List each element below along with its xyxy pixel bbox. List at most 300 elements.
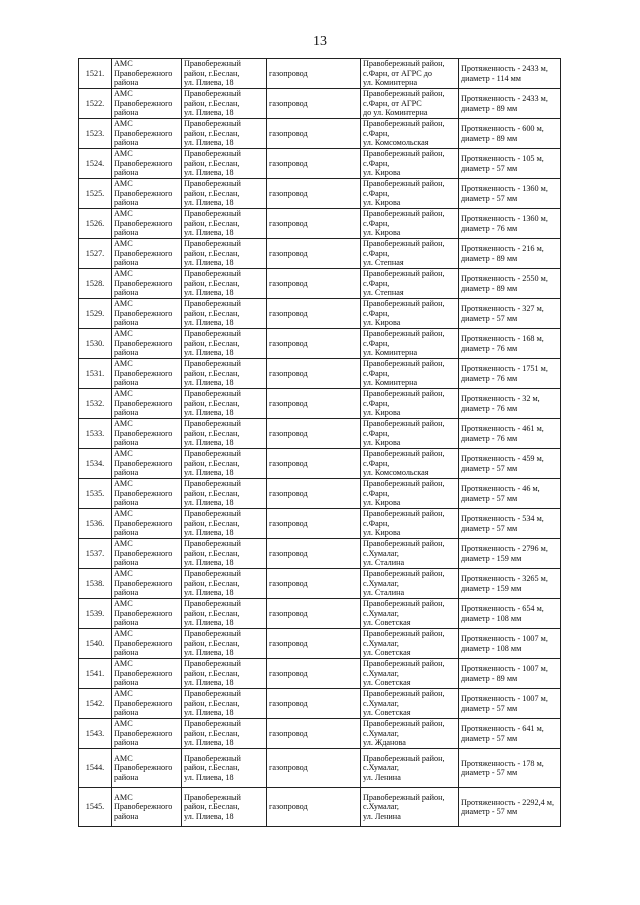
cell-address-line: район, г.Беслан, (184, 158, 240, 168)
cell-owner-line: АМС (114, 329, 133, 339)
cell-address-line: Правобережный (184, 659, 241, 669)
cell-owner-line: Правобережного (114, 578, 173, 588)
cell-owner-line: АМС (114, 689, 133, 699)
cell-owner-line: Правобережного (114, 698, 173, 708)
cell-route-line: Правобережный район, (363, 509, 445, 519)
cell-owner (112, 119, 182, 149)
cell-address-line: район, г.Беслан, (184, 248, 240, 258)
cell-route-line: ул. Советская (363, 678, 411, 688)
cell-route-line: с.Хумалаг, (363, 728, 399, 738)
cell-address-line: ул. Плиева, 18 (184, 558, 234, 568)
cell-route-line: Правобережный район, (363, 239, 445, 249)
cell-owner-line: района (114, 468, 139, 478)
cell-route-line: с.Фарн, (363, 338, 390, 348)
cell-number: 1533. (79, 419, 112, 449)
cell-address (182, 209, 267, 239)
cell-route-line: Правобережный район, (363, 569, 445, 579)
cell-spec (459, 239, 561, 269)
cell-route-line: с.Хумалаг, (363, 608, 399, 618)
cell-owner-line: АМС (114, 419, 133, 429)
cell-route-line: ул. Ленина (363, 772, 401, 782)
cell-number: 1544. (79, 749, 112, 788)
cell-owner-line: Правобережного (114, 368, 173, 378)
cell-route-line: Правобережный район, (363, 719, 445, 729)
cell-number: 1542. (79, 689, 112, 719)
cell-route-line: ул. Кирова (363, 438, 401, 448)
cell-address (182, 389, 267, 419)
cell-route-line: с.Фарн, (363, 308, 390, 318)
cell-spec-line: Протяженность - 2796 м, (461, 544, 548, 554)
cell-address (182, 599, 267, 629)
cell-owner-line: района (114, 198, 139, 208)
cell-route-line: Правобережный район, (363, 119, 445, 129)
cell-route (361, 539, 459, 569)
cell-spec-line: Протяженность - 105 м, (461, 154, 544, 164)
cell-address (182, 509, 267, 539)
cell-owner-line: Правобережного (114, 488, 173, 498)
table-row (79, 59, 561, 89)
cell-owner (112, 599, 182, 629)
cell-owner-line: Правобережного (114, 218, 173, 228)
cell-spec-line: диаметр - 76 мм (461, 403, 518, 413)
cell-spec (459, 749, 561, 788)
cell-owner-line: АМС (114, 359, 133, 369)
cell-address (182, 59, 267, 89)
cell-spec-line: Протяженность - 600 м, (461, 124, 544, 134)
cell-address-line: Правобережный (184, 509, 241, 519)
cell-spec-line: Протяженность - 2433 м, (461, 94, 548, 104)
cell-type: газопровод (267, 479, 361, 509)
cell-route-line: ул. Сталина (363, 558, 405, 568)
cell-address-line: ул. Плиева, 18 (184, 408, 234, 418)
cell-route (361, 788, 459, 827)
cell-spec (459, 788, 561, 827)
cell-spec (459, 509, 561, 539)
cell-route-line: ул. Кирова (363, 318, 401, 328)
cell-type: газопровод (267, 659, 361, 689)
cell-address-line: район, г.Беслан, (184, 398, 240, 408)
cell-address-line: ул. Плиева, 18 (184, 288, 234, 298)
cell-spec-line: диаметр - 57 мм (461, 193, 518, 203)
cell-route (361, 599, 459, 629)
cell-owner-line: АМС (114, 149, 133, 159)
cell-route-line: Правобережный район, (363, 419, 445, 429)
cell-route (361, 449, 459, 479)
cell-address-line: район, г.Беслан, (184, 698, 240, 708)
table-row (79, 788, 561, 827)
cell-spec (459, 719, 561, 749)
cell-address (182, 149, 267, 179)
cell-spec-line: диаметр - 57 мм (461, 768, 518, 777)
cell-spec-line: диаметр - 114 мм (461, 73, 521, 83)
cell-route-line: с.Фарн, (363, 488, 390, 498)
cell-owner-line: района (114, 318, 139, 328)
table-row (79, 659, 561, 689)
cell-address (182, 119, 267, 149)
cell-owner (112, 539, 182, 569)
cell-address-line: ул. Плиева, 18 (184, 772, 234, 782)
cell-spec-line: диаметр - 57 мм (461, 807, 518, 816)
cell-type: газопровод (267, 359, 361, 389)
cell-spec-line: диаметр - 159 мм (461, 553, 522, 563)
cell-address-line: ул. Плиева, 18 (184, 138, 234, 148)
cell-spec-line: диаметр - 76 мм (461, 433, 518, 443)
table-row (79, 149, 561, 179)
cell-owner (112, 389, 182, 419)
cell-owner (112, 239, 182, 269)
cell-route (361, 479, 459, 509)
cell-owner (112, 788, 182, 827)
cell-address-line: Правобережный (184, 569, 241, 579)
cell-route (361, 659, 459, 689)
cell-owner-line: АМС (114, 569, 133, 579)
cell-owner (112, 359, 182, 389)
cell-route-line: Правобережный район, (363, 479, 445, 489)
cell-route-line: с.Фарн, (363, 458, 390, 468)
cell-owner-line: района (114, 588, 139, 598)
cell-type: газопровод (267, 59, 361, 89)
cell-address-line: Правобережный (184, 299, 241, 309)
cell-route-line: ул. Коминтерна (363, 78, 418, 88)
cell-number: 1537. (79, 539, 112, 569)
table-row (79, 239, 561, 269)
page-number: 13 (313, 34, 327, 49)
cell-address-line: район, г.Беслан, (184, 608, 240, 618)
table-row (79, 269, 561, 299)
cell-route (361, 689, 459, 719)
cell-address-line: район, г.Беслан, (184, 763, 240, 773)
cell-address-line: ул. Плиева, 18 (184, 468, 234, 478)
table-row (79, 299, 561, 329)
cell-address-line: ул. Плиева, 18 (184, 108, 234, 118)
cell-address-line: район, г.Беслан, (184, 68, 240, 78)
cell-number: 1522. (79, 89, 112, 119)
cell-owner (112, 209, 182, 239)
cell-address-line: ул. Плиева, 18 (184, 678, 234, 688)
cell-owner-line: АМС (114, 629, 133, 639)
cell-route-line: Правобережный район, (363, 329, 445, 339)
cell-number: 1538. (79, 569, 112, 599)
cell-address (182, 788, 267, 827)
cell-route-line: с.Фарн, (363, 128, 390, 138)
cell-type: газопровод (267, 719, 361, 749)
cell-address-line: район, г.Беслан, (184, 488, 240, 498)
cell-route-line: Правобережный район, (363, 299, 445, 309)
cell-route-line: Правобережный район, (363, 149, 445, 159)
cell-route-line: Правобережный район, (363, 209, 445, 219)
cell-route-line: ул. Кирова (363, 498, 401, 508)
cell-route-line: ул. Кирова (363, 528, 401, 538)
cell-address-line: ул. Плиева, 18 (184, 258, 234, 268)
cell-spec-line: диаметр - 108 мм (461, 613, 522, 623)
cell-address (182, 689, 267, 719)
cell-number: 1523. (79, 119, 112, 149)
cell-address (182, 179, 267, 209)
cell-owner-line: АМС (114, 792, 133, 802)
cell-route-line: с.Хумалаг, (363, 802, 399, 812)
cell-address (182, 479, 267, 509)
table-row (79, 689, 561, 719)
cell-owner-line: Правобережного (114, 158, 173, 168)
cell-address-line: район, г.Беслан, (184, 728, 240, 738)
table-row (79, 599, 561, 629)
cell-route-line: Правобережный район, (363, 359, 445, 369)
table-row (79, 539, 561, 569)
cell-address-line: ул. Плиева, 18 (184, 168, 234, 178)
cell-route (361, 569, 459, 599)
cell-owner-line: района (114, 378, 139, 388)
cell-number: 1536. (79, 509, 112, 539)
cell-owner (112, 509, 182, 539)
cell-spec (459, 539, 561, 569)
cell-owner (112, 479, 182, 509)
cell-number: 1541. (79, 659, 112, 689)
cell-type: газопровод (267, 788, 361, 827)
cell-route-line: ул. Коминтерна (363, 378, 418, 388)
cell-owner-line: АМС (114, 59, 133, 69)
cell-address-line: район, г.Беслан, (184, 548, 240, 558)
cell-owner-line: района (114, 772, 139, 782)
cell-type: газопровод (267, 749, 361, 788)
cell-address-line: Правобережный (184, 389, 241, 399)
cell-spec-line: диаметр - 57 мм (461, 163, 518, 173)
cell-address-line: район, г.Беслан, (184, 188, 240, 198)
cell-spec (459, 449, 561, 479)
cell-route-line: с.Фарн, (363, 248, 390, 258)
cell-spec-line: Протяженность - 2433 м, (461, 64, 548, 74)
cell-address-line: Правобережный (184, 539, 241, 549)
cell-spec-line: Протяженность - 327 м, (461, 304, 544, 314)
cell-spec-line: Протяженность - 654 м, (461, 604, 544, 614)
cell-route-line: ул. Сталина (363, 588, 405, 598)
cell-spec-line: диаметр - 76 мм (461, 343, 518, 353)
cell-address (182, 449, 267, 479)
cell-owner (112, 269, 182, 299)
cell-address-line: район, г.Беслан, (184, 518, 240, 528)
cell-number: 1521. (79, 59, 112, 89)
cell-owner-line: АМС (114, 509, 133, 519)
cell-spec (459, 269, 561, 299)
cell-spec-line: Протяженность - 2292,4 м, (461, 797, 555, 807)
cell-owner-line: района (114, 138, 139, 148)
cell-number: 1543. (79, 719, 112, 749)
cell-owner-line: АМС (114, 389, 133, 399)
cell-spec-line: Протяженность - 461 м, (461, 424, 544, 434)
cell-address-line: район, г.Беслан, (184, 278, 240, 288)
cell-owner-line: района (114, 811, 139, 821)
cell-address-line: Правобережный (184, 629, 241, 639)
cell-route-line: с.Хумалаг, (363, 548, 399, 558)
cell-address (182, 419, 267, 449)
cell-route-line: ул. Советская (363, 648, 411, 658)
cell-owner-line: АМС (114, 209, 133, 219)
cell-spec-line: диаметр - 89 мм (461, 673, 518, 683)
cell-address-line: Правобережный (184, 179, 241, 189)
cell-route-line: с.Фарн, от АГРС (363, 98, 422, 108)
cell-route-line: с.Фарн, (363, 428, 390, 438)
cell-address-line: район, г.Беслан, (184, 578, 240, 588)
cell-route-line: с.Фарн, (363, 218, 390, 228)
cell-address-line: ул. Плиева, 18 (184, 528, 234, 538)
cell-owner-line: Правобережного (114, 338, 173, 348)
cell-spec-line: Протяженность - 641 м, (461, 724, 544, 734)
cell-owner (112, 419, 182, 449)
cell-type: газопровод (267, 209, 361, 239)
cell-route-line: Правобережный район, (363, 753, 445, 763)
cell-spec (459, 209, 561, 239)
cell-spec-line: Протяженность - 1007 м, (461, 694, 548, 704)
cell-owner-line: Правобережного (114, 128, 173, 138)
cell-route (361, 269, 459, 299)
cell-address-line: Правобережный (184, 209, 241, 219)
cell-spec-line: Протяженность - 216 м, (461, 244, 544, 254)
cell-address-line: Правобережный (184, 59, 241, 69)
cell-address-line: район, г.Беслан, (184, 458, 240, 468)
cell-type: газопровод (267, 299, 361, 329)
cell-owner-line: района (114, 738, 139, 748)
cell-spec (459, 329, 561, 359)
cell-owner-line: района (114, 528, 139, 538)
cell-address-line: район, г.Беслан, (184, 308, 240, 318)
cell-owner-line: Правобережного (114, 518, 173, 528)
cell-address-line: Правобережный (184, 89, 241, 99)
table-row (79, 749, 561, 788)
cell-spec-line: диаметр - 57 мм (461, 703, 518, 713)
cell-route (361, 509, 459, 539)
cell-spec-line: диаметр - 89 мм (461, 283, 518, 293)
table-row (79, 89, 561, 119)
cell-owner (112, 329, 182, 359)
cell-address-line: Правобережный (184, 719, 241, 729)
cell-address-line: ул. Плиева, 18 (184, 498, 234, 508)
cell-owner-line: Правобережного (114, 308, 173, 318)
cell-type: газопровод (267, 269, 361, 299)
cell-type: газопровод (267, 449, 361, 479)
cell-spec-line: Протяженность - 1007 м, (461, 634, 548, 644)
cell-address (182, 659, 267, 689)
cell-address-line: Правобережный (184, 359, 241, 369)
cell-address (182, 749, 267, 788)
table-row (79, 389, 561, 419)
cell-owner-line: АМС (114, 539, 133, 549)
cell-address-line: Правобережный (184, 269, 241, 279)
cell-spec (459, 629, 561, 659)
cell-number: 1539. (79, 599, 112, 629)
cell-owner-line: района (114, 258, 139, 268)
cell-route-line: с.Фарн, (363, 518, 390, 528)
cell-spec (459, 299, 561, 329)
cell-owner-line: АМС (114, 719, 133, 729)
cell-route (361, 59, 459, 89)
cell-route (361, 209, 459, 239)
cell-address (182, 329, 267, 359)
cell-spec (459, 389, 561, 419)
cell-spec-line: Протяженность - 32 м, (461, 394, 540, 404)
cell-owner-line: Правобережного (114, 188, 173, 198)
cell-spec-line: Протяженность - 46 м, (461, 484, 540, 494)
cell-owner-line: АМС (114, 449, 133, 459)
cell-route-line: ул. Ленина (363, 811, 401, 821)
cell-owner-line: Правобережного (114, 398, 173, 408)
cell-owner-line: района (114, 498, 139, 508)
cell-route-line: с.Фарн, (363, 278, 390, 288)
cell-address (182, 569, 267, 599)
cell-address-line: район, г.Беслан, (184, 98, 240, 108)
cell-address-line: ул. Плиева, 18 (184, 811, 234, 821)
cell-route-line: ул. Степная (363, 258, 404, 268)
cell-owner-line: АМС (114, 119, 133, 129)
cell-owner-line: АМС (114, 239, 133, 249)
cell-owner-line: района (114, 108, 139, 118)
cell-owner (112, 719, 182, 749)
cell-address-line: район, г.Беслан, (184, 218, 240, 228)
cell-spec (459, 89, 561, 119)
cell-owner-line: района (114, 348, 139, 358)
cell-address-line: Правобережный (184, 119, 241, 129)
cell-spec (459, 179, 561, 209)
cell-owner-line: района (114, 678, 139, 688)
cell-type: газопровод (267, 419, 361, 449)
cell-owner (112, 749, 182, 788)
cell-owner-line: района (114, 438, 139, 448)
cell-spec-line: Протяженность - 1360 м, (461, 184, 548, 194)
cell-spec-line: диаметр - 108 мм (461, 643, 522, 653)
cell-number: 1545. (79, 788, 112, 827)
cell-owner-line: АМС (114, 753, 133, 763)
cell-address-line: Правобережный (184, 689, 241, 699)
cell-owner-line: района (114, 618, 139, 628)
cell-type: газопровод (267, 239, 361, 269)
cell-route (361, 179, 459, 209)
cell-route-line: до ул. Коминтерна (363, 108, 428, 118)
cell-spec (459, 419, 561, 449)
cell-address-line: ул. Плиева, 18 (184, 228, 234, 238)
cell-spec-line: диаметр - 76 мм (461, 223, 518, 233)
cell-owner (112, 149, 182, 179)
cell-type: газопровод (267, 389, 361, 419)
cell-owner-line: района (114, 648, 139, 658)
cell-owner-line: Правобережного (114, 248, 173, 258)
cell-address-line: ул. Плиева, 18 (184, 588, 234, 598)
cell-number: 1526. (79, 209, 112, 239)
cell-route-line: ул. Советская (363, 708, 411, 718)
cell-address-line: Правобережный (184, 479, 241, 489)
cell-owner-line: района (114, 288, 139, 298)
cell-owner (112, 449, 182, 479)
cell-spec (459, 359, 561, 389)
cell-address (182, 719, 267, 749)
cell-type: газопровод (267, 599, 361, 629)
cell-spec-line: Протяженность - 459 м, (461, 454, 544, 464)
table-row (79, 569, 561, 599)
table-row (79, 509, 561, 539)
cell-spec-line: Протяженность - 1751 м, (461, 364, 548, 374)
cell-owner (112, 179, 182, 209)
cell-route-line: ул. Жданова (363, 738, 406, 748)
cell-spec-line: диаметр - 89 мм (461, 253, 518, 263)
cell-address (182, 269, 267, 299)
cell-owner-line: Правобережного (114, 98, 173, 108)
cell-owner-line: АМС (114, 599, 133, 609)
cell-route-line: ул. Кирова (363, 168, 401, 178)
cell-type: газопровод (267, 179, 361, 209)
table-row (79, 719, 561, 749)
cell-number: 1524. (79, 149, 112, 179)
cell-route-line: Правобережный район, (363, 792, 445, 802)
cell-address (182, 299, 267, 329)
cell-address-line: ул. Плиева, 18 (184, 618, 234, 628)
cell-route (361, 299, 459, 329)
